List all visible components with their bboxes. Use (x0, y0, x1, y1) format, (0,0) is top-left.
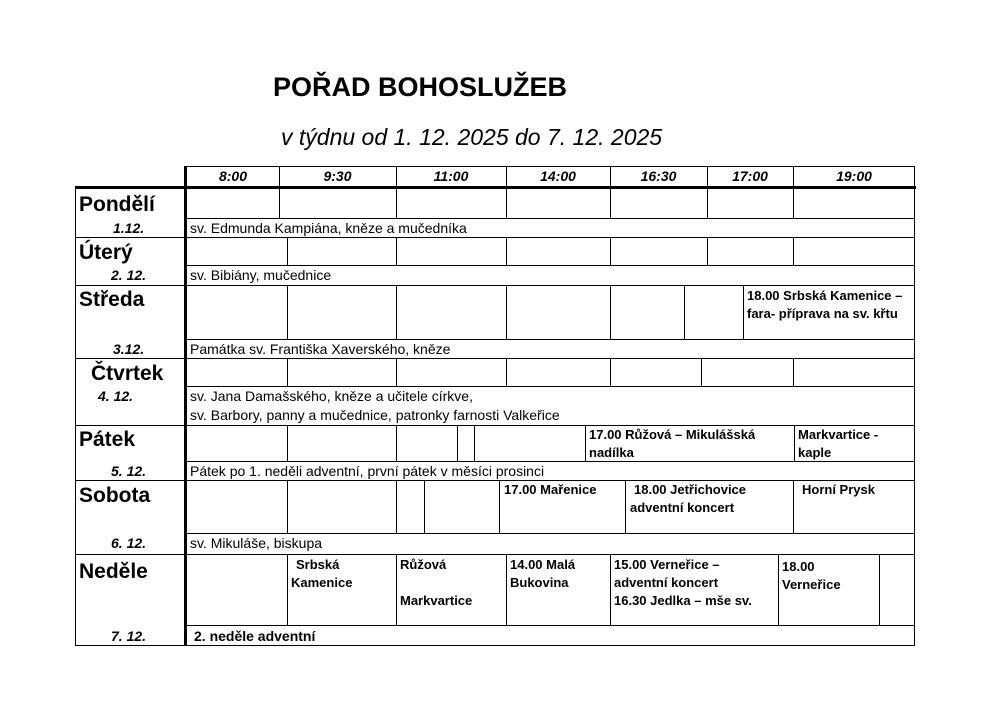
event-sunday-1630: 16.30 Jedlka – mše sv. (614, 593, 752, 608)
page-subtitle: v týdnu od 1. 12. 2025 do 7. 12. 2025 (281, 124, 663, 150)
event-friday-1900: Markvartice - kaple (798, 427, 879, 460)
day-wednesday: Středa (79, 288, 145, 311)
time-header-17-00: 17:00 (732, 168, 768, 184)
time-header-14-00: 14:00 (540, 168, 576, 184)
event-saturday-1900: Horní Prysk (802, 482, 875, 497)
date-tuesday: 2. 12. (111, 267, 147, 283)
day-friday: Pátek (79, 428, 136, 451)
feast-tuesday: sv. Bibiány, mučednice (190, 267, 332, 283)
feast-thursday-2: sv. Barbory, panny a mučednice, patronky farnosti Valkeřice (190, 407, 560, 423)
feast-sunday: 2. neděle adventní (194, 628, 316, 644)
date-sunday: 7. 12. (111, 628, 147, 644)
feast-saturday: sv. Mikuláše, biskupa (190, 535, 323, 551)
event-saturday-1800: 18.00 Jetřichovice adventní koncert (630, 482, 747, 515)
event-sunday-1100-b: Markvartice (400, 593, 473, 608)
feast-thursday-1: sv. Jana Damašského, kněze a učitele církve, (190, 388, 473, 404)
day-tuesday: Úterý (79, 241, 133, 264)
date-friday: 5. 12. (111, 463, 147, 479)
event-wednesday-1800: 18.00 Srbská Kamenice – fara- příprava na sv. křtu (747, 288, 903, 321)
date-monday: 1.12. (113, 220, 145, 236)
event-sunday-1500: 15.00 Verneřice – adventní koncert (614, 557, 720, 590)
time-header-19-00: 19:00 (836, 168, 872, 184)
time-header-9-30: 9:30 (323, 168, 352, 184)
time-header-16-30: 16:30 (640, 168, 677, 184)
time-header-8-00: 8:00 (218, 168, 248, 184)
page-title: POŘAD BOHOSLUŽEB (273, 72, 568, 102)
day-sunday: Neděle (79, 560, 148, 583)
feast-friday: Pátek po 1. neděli adventní, první pátek v měsíci prosinci (190, 463, 545, 479)
event-friday-1700: 17.00 Růžová – Mikulášská nadílka (589, 427, 756, 460)
date-thursday: 4. 12. (98, 388, 134, 404)
event-sunday-1100-a: Růžová (400, 557, 447, 572)
day-monday: Pondělí (79, 193, 155, 216)
feast-monday: sv. Edmunda Kampiána, kněze a mučedníka (190, 220, 467, 236)
event-sunday-1400: 14.00 Malá Bukovina (510, 557, 576, 590)
event-sunday-0930: Srbská Kamenice (291, 557, 353, 590)
time-header-11-00: 11:00 (433, 168, 469, 184)
day-saturday: Sobota (79, 484, 151, 507)
event-saturday-1700: 17.00 Mařenice (504, 482, 597, 497)
date-wednesday: 3.12. (113, 341, 145, 357)
event-sunday-1800: 18.00 Verneřice (782, 559, 841, 592)
date-saturday: 6. 12. (111, 535, 147, 551)
feast-wednesday: Památka sv. Františka Xaverského, kněze (190, 341, 451, 357)
day-thursday: Čtvrtek (91, 362, 164, 385)
